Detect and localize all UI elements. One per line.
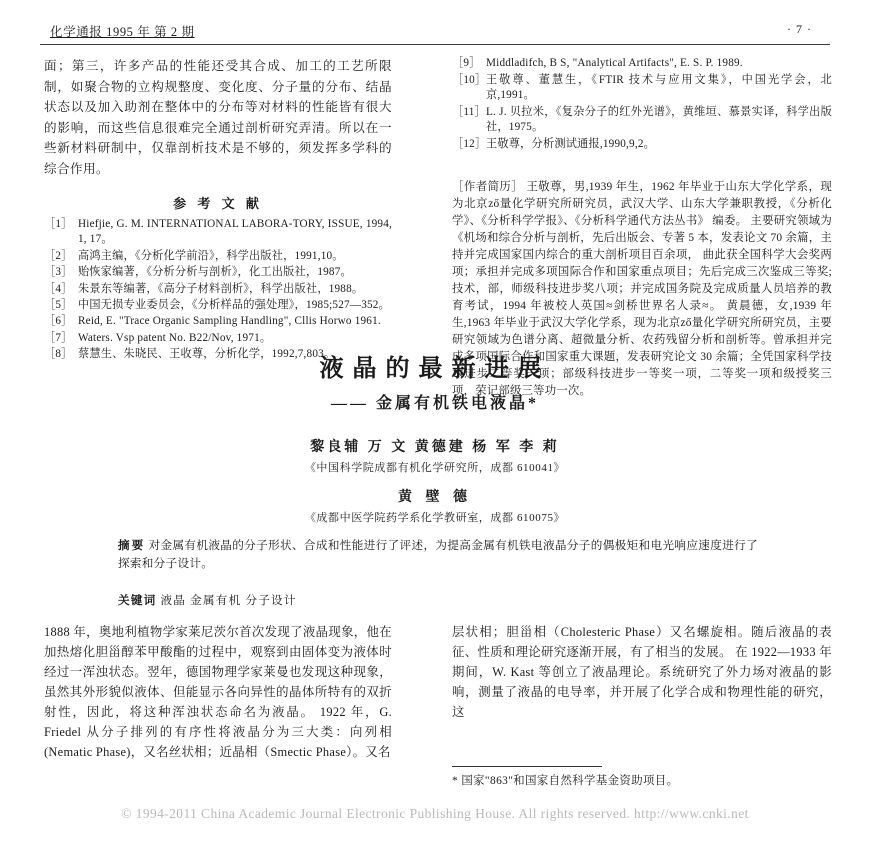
reference-number: ［4］	[44, 282, 73, 295]
reference-text: Middladifch, B S, "Analytical Artifacts", E. S. P. 1989.	[486, 57, 743, 69]
reference-number: ［10］	[452, 73, 487, 86]
footnote-divider	[452, 766, 602, 767]
reference-number: ［9］	[452, 57, 481, 69]
author-list-primary: 黎良辅 万 文 黄德建 杨 军 李 莉	[310, 440, 560, 455]
article-subtitle: —— 金属有机铁电液晶*	[330, 395, 539, 412]
reference-text: 王敬尊、董慧生，《FTIR 技术与应用文集》，中国光学会，北京,1991。	[486, 73, 832, 102]
reference-item	[452, 105, 832, 136]
reference-text: Hiefjie, G. M. INTERNATIONAL LABORA-TORY, ISSUE, 1994, 1, 17。	[78, 218, 392, 246]
running-head	[40, 22, 830, 45]
cnki-copyright-footer: © 1994-2011 China Academic Journal Electronic Publishing House. All rights reserved. http://www.cnki.net	[121, 806, 749, 821]
continued-paragraph-text: 面；第三，许多产品的性能还受其合成、加工的工艺所限制，如聚合物的立构规整度、变化度、分子量的分布、结晶状态以及加入助剂在整体中的分布等对材料的性能皆有很大的影响，而这些信息很难完全通过剖析研究弄清。所以在一些新材料研制中，仅靠剖析技术是不够的，须发挥多学科的综合作用。	[44, 59, 392, 176]
author-list-secondary: 黄 壁 德	[398, 490, 472, 505]
reference-item	[44, 298, 392, 313]
reference-item	[44, 331, 392, 346]
reference-text: 贻恢家编著，《分析分析与剖析》，化工出版社，1987。	[78, 266, 352, 279]
reference-number: ［8］	[44, 348, 73, 361]
page-number: · 7 ·	[787, 22, 812, 36]
affiliation-secondary: 《成都中医学院药学系化学教研室，成都 610075》	[304, 512, 566, 524]
reference-number: ［7］	[44, 331, 73, 344]
body-column-left	[44, 622, 392, 762]
keywords-label: 关键词	[118, 594, 157, 607]
reference-item	[44, 282, 392, 297]
reference-text: Reid, E. "Trace Organic Sampling Handling", Cllis Horwo 1961.	[78, 315, 381, 328]
reference-number: ［11］	[452, 105, 486, 118]
upper-left-column	[44, 56, 392, 364]
author-biography-text: 王敬尊，男,1939 年生，1962 年毕业于山东大学化学系，现为北京ző量化学研究所研究员，武汉大学、山东大学兼职教授，《分析化学》、《分析科学学报》、《分析科学通代方法丛书》 编委。 主要研究领域为《机场和综合分析与剖析，先后出版会、专著 5 本，发表论文 70 余篇，主持并完成国家国内综合的重大剖析项目百余项， 曲此获全国科学大会奖两项；承担并完成多项国际合作和国家重点项目；先后完成三次鉴成三等奖;技术，部，师级科技进步奖八项；并完成国务院及完成质量人员培养的教育考试，1994 年被校人英国≈剑桥世界名人录≈。 黄晨德，女,1939 年生,1963 年毕业于武汉大学化学系，现为北京ző量化学研究所研究员，主要研究领域为色谱分离、超微量分析、农药残留分析和剖析等。曾承担并完成多项国际合作和国家重大课题，发表研究论文 30 余篇；全凭国家科学技术进步二等奖一项；部级科技进步一等奖一项，二等奖一项和级授奖三项，荣记部级三等功一次。	[452, 180, 832, 397]
reference-item	[44, 249, 392, 264]
abstract-block	[118, 537, 758, 573]
reference-number: ［1］	[44, 218, 73, 230]
reference-item	[452, 137, 832, 153]
abstract-text: 对金属有机液晶的分子形状、合成和性能进行了评述，为提高金属有机铁电液晶分子的偶极矩和电光响应速度进行了探索和分子设计。	[118, 539, 758, 570]
footnote-text: * 国家"863"和国家自然科学基金资助项目。	[452, 775, 679, 787]
reference-item	[44, 217, 392, 248]
reference-text: 高鸿主编，《分析化学前沿》，科学出版社，1991,10。	[78, 249, 344, 262]
author-biography-label: ［作者简历］	[452, 180, 524, 193]
journal-title: 化学通报 1995 年 第 2 期	[50, 25, 195, 39]
abstract-label: 摘要	[118, 539, 146, 552]
reference-text: Waters. Vsp patent No. B22/Nov, 1971。	[78, 331, 272, 344]
keywords-block	[118, 592, 758, 608]
reference-list-left	[44, 217, 392, 363]
reference-number: ［3］	[44, 266, 73, 279]
reference-text: 蔡慧生、朱晓民、王收尊，分析化学，1992,7,803。	[78, 348, 336, 361]
reference-text: 王敬尊，分析测试通报,1990,9,2。	[486, 137, 656, 150]
reference-number: ［2］	[44, 249, 73, 262]
body-text-right: 层状相；胆甾相（Cholesteric Phase）又名螺旋相。随后液晶的表征、性质和理论研究逐渐开展，有了相当的发展。 在 1922—1933 年期间，W. Kast 等创立了液晶理论。系统研究了外力场对液晶的影响，测量了液晶的电导率，并开展了化学合成和物理性能的研究，这	[452, 625, 832, 719]
reference-item	[452, 56, 832, 72]
reference-item	[44, 265, 392, 280]
reference-text: L. J. 贝拉米，《复杂分子的红外光谱》，黄维垣、慕景实译，科学出版社，1975。	[486, 105, 832, 134]
reference-number: ［12］	[452, 137, 487, 150]
article-title: 液晶的最新进展	[319, 356, 551, 382]
continued-paragraph	[44, 56, 392, 179]
reference-item	[452, 73, 832, 104]
references-heading: 参 考 文 献	[173, 196, 263, 211]
reference-item	[44, 314, 392, 329]
reference-text: 中国无损专业委员会，《分析样品的强处理》，1985;527—352。	[78, 299, 390, 312]
reference-number: ［5］	[44, 299, 73, 312]
affiliation-primary: 《中国科学院成都有机化学研究所，成都 610041》	[304, 462, 566, 474]
body-column-right	[452, 622, 832, 722]
keywords-text: 液晶 金属有机 分子设计	[160, 594, 297, 607]
reference-list-right	[452, 56, 832, 153]
body-text-left: 1888 年，奥地利植物学家莱尼茨尔首次发现了液晶现象，他在加热熔化胆甾醇苯甲酸酯的过程中，观察到由固体变为液体时经过一浑浊状态。翌年，德国物理学家莱曼也发现这种现象，虽然其外形貌似液体、但能显示各向异性的晶体所特有的双折射性，因此，将这种浑浊状态命名为液晶。 1922 年，G. Friedel 从分子排列的有序性将液晶分为三大类：向列相(Nematic Phase)，又名丝状相；近晶相（Smectic Phase）。又名	[44, 625, 392, 759]
reference-text: 朱景东等编著，《高分子材料剖析》，科学出版社，1988。	[78, 282, 364, 295]
reference-number: ［6］	[44, 315, 73, 328]
